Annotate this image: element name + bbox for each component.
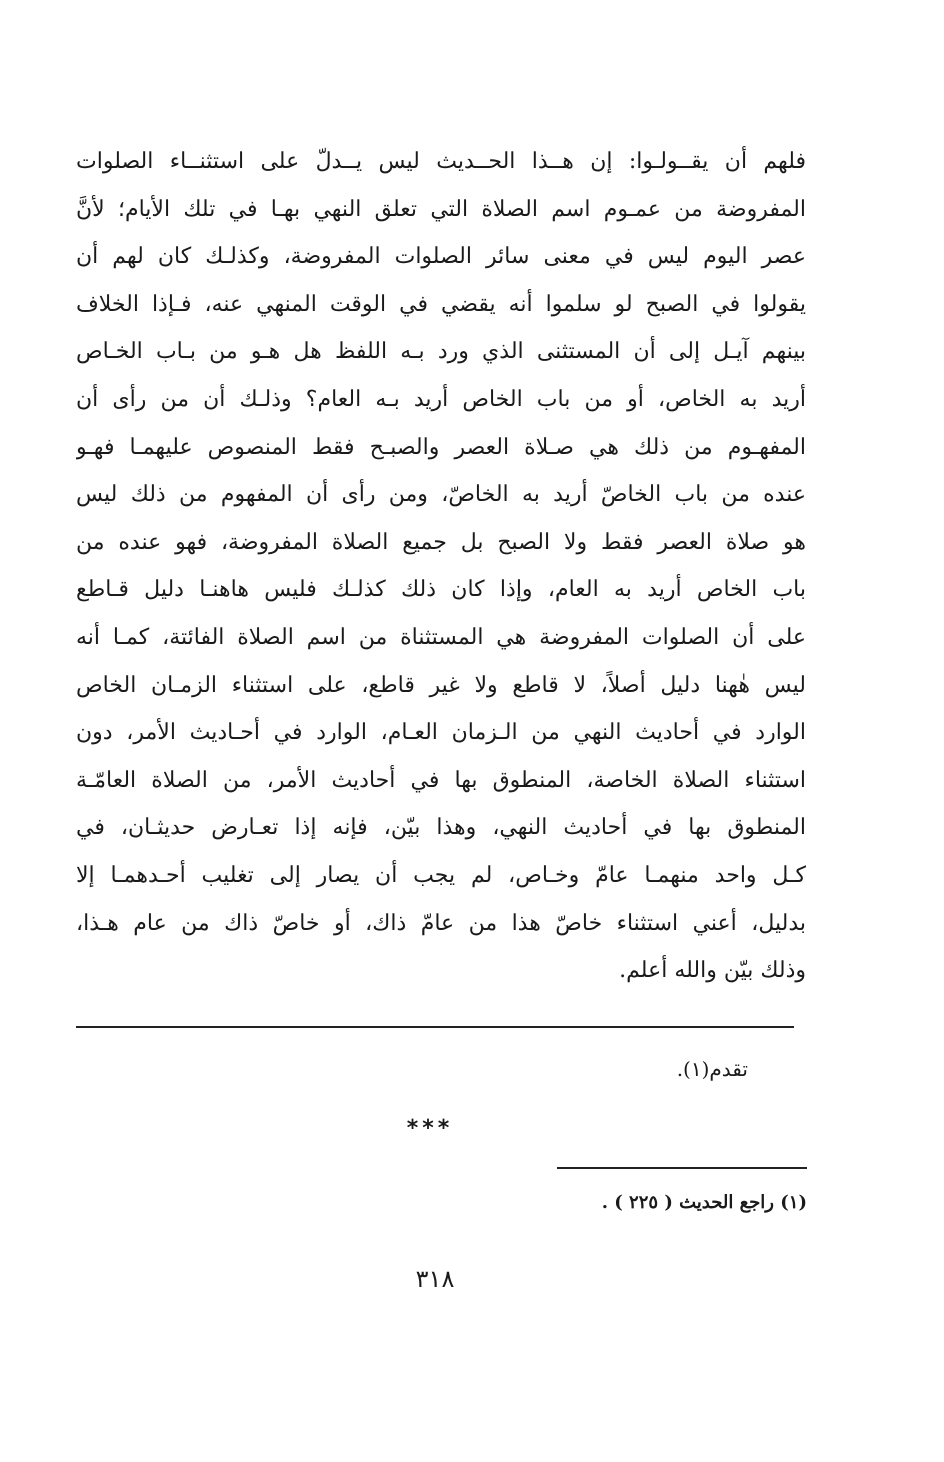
text-line: وذلك بيّن والله أعلم. <box>619 958 806 984</box>
text-line: يقولوا في الصبح لو سلموا أنه يقضي في الوقت المنهي عنه، فـإذا الخلاف <box>76 291 806 317</box>
section-divider <box>76 1026 794 1028</box>
text-line: بدليل، أعني استثناء خاصّ هذا من عامّ ذاك، أو خاصّ ذاك من عام هـذا، <box>76 910 806 936</box>
text-line: عنده من باب الخاصّ أريد به الخاصّ، ومن رأى أن المفهوم من ذلك ليس <box>76 482 806 508</box>
text-line: باب الخاص أريد به العام، وإذا كان ذلك كذلـك فليس هاهنـا دليل قـاطع <box>76 577 806 603</box>
section-stars: *** <box>406 1116 454 1141</box>
continued-note: تقدم(١). <box>676 1057 748 1081</box>
text-line: ليس هٰهنا دليل أصلاً، لا قاطع ولا غير قاطع، على استثناء الزمـان الخاص <box>76 672 806 698</box>
text-line: على أن الصلوات المفروضة هي المستثناة من اسم الصلاة الفائتة، كمـا أنه <box>76 624 806 650</box>
text-line: استثناء الصلاة الخاصة، المنطوق بها في أحاديث الأمر، من الصلاة العامّـة <box>76 767 806 793</box>
text-line: الوارد في أحاديث النهي من الـزمان العـام، الوارد في أحـاديث الأمر، دون <box>76 720 806 746</box>
text-line: هو صلاة العصر فقط ولا الصبح بل جميع الصلاة المفروضة، فهو عنده من <box>76 529 806 555</box>
main-paragraph <box>76 138 806 995</box>
text-line: بينهم آيـل إلى أن المستثنى الذي ورد بـه اللفظ هل هـو من بـاب الخـاص <box>76 339 806 365</box>
footnote-divider <box>557 1167 807 1169</box>
text-line: كـل واحد منهمـا عامّ وخـاص، لم يجب أن يصار إلى تغليب أحـدهمـا إلا <box>76 862 806 888</box>
text-line: المفروضة من عمـوم اسم الصلاة التي تعلق النهي بهـا في تلك الأيام؛ لأنَّ <box>76 196 806 222</box>
text-line: المفهـوم من ذلك هي صـلاة العصر والصبـح فقط المنصوص عليهمـا فهـو <box>76 434 806 460</box>
text-line: المنطوق بها في أحاديث النهي، وهذا بيّن، فإنه إذا تعـارض حديثـان، في <box>76 815 806 841</box>
page-number: ٣١٨ <box>415 1265 455 1293</box>
text-line: عصر اليوم ليس في معنى سائر الصلوات المفروضة، وكذلـك كان لهم أن <box>76 244 806 270</box>
footnote: (١) راجع الحديث ( ٢٢٥ ) . <box>601 1192 807 1213</box>
text-line: فلهم أن يقــولـوا: إن هــذا الحــديث ليس يــدلّ على استثنــاء الصلوات <box>76 149 806 174</box>
text-line: أريد به الخاص، أو من باب الخاص أريد بـه العام؟ وذلـك أن من رأى أن <box>76 386 806 412</box>
